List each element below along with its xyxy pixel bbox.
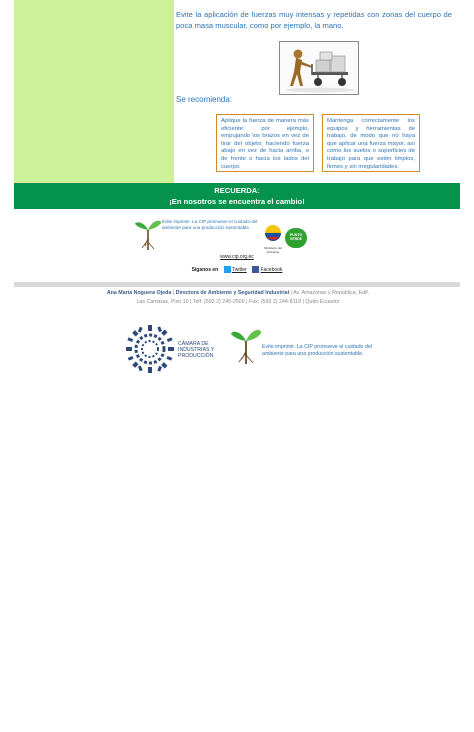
cip-logo-icon — [124, 323, 176, 375]
tip-box-maintenance: Mantenga correctamente los equipos y herramientas de trabajo, de modo que no haya que aplicar una fuerza mayor, así como los suelos o superficies de trabajo para que estén limpios, firmes y sin irregularidades. — [322, 114, 420, 172]
tip-box-force: Aplique la fuerza de manera más eficiente: por ejemplo, empujando los brazos en vez de tirar del objeto; haciendo fuerza abajo en vez de hacia arriba, o de frente o hacia los lados del cuerpo. — [216, 114, 314, 172]
social-row — [0, 266, 474, 273]
banner-title: RECUERDA: — [214, 186, 260, 195]
signature-address: Av. Amazonas y República, Edif. Las Cámaras, Piso 10 — [136, 290, 370, 305]
website-link[interactable] — [0, 254, 474, 260]
plant-logo-large-icon — [229, 325, 263, 365]
signature-name: Ana María Noguera Ojeda — [106, 290, 172, 296]
ministry-label: Ministerio del Ambiente — [264, 246, 282, 254]
org-name-line3: PRODUCCIÓN — [178, 353, 214, 359]
signature-separator — [14, 282, 460, 287]
follow-label: Síganos en — [191, 266, 219, 273]
signature-location: Quito-Ecuador — [305, 298, 340, 305]
org-name-line2: INDUSTRIAS Y — [178, 347, 215, 353]
worker-cart-illustration — [280, 42, 358, 94]
facebook-link[interactable]: Facebook — [260, 266, 283, 273]
facebook-icon[interactable] — [252, 266, 259, 273]
org-name-line1: CÁMARA DE — [178, 341, 209, 347]
website-link-text[interactable]: www.cip.org.ec — [220, 254, 254, 260]
plant-logo-icon — [133, 216, 163, 251]
recommendation-title: Se recomienda: — [176, 95, 233, 104]
green-side-panel — [14, 0, 174, 183]
banner-subtitle: ¡En nosotros se encuentra el cambio! — [169, 197, 305, 206]
signature-title: Directora de Ambiente y Seguridad Industrial — [175, 290, 290, 296]
twitter-icon[interactable] — [224, 266, 231, 273]
ministry-logo-icon — [263, 224, 283, 254]
print-note-large: Evite imprimir. La CIP promueve el cuidado del ambiente para una producción sustentable. — [262, 344, 373, 357]
twitter-link[interactable]: Twitter — [231, 266, 247, 273]
punto-verde-badge: PUNTO VERDE — [285, 228, 307, 248]
print-note-small: Evite imprimir. La CIP promueve el cuidado del ambiente para una producción sustentable. — [162, 219, 258, 230]
worker-pushing-cart-image — [279, 41, 359, 95]
email-signature: Ana María Noguera Ojeda | Directora de Ambiente y Seguridad Industrial | Av. Amazonas y República, Edif. Las Cámaras, Piso 10 | Telf: (593 2) 245-2500 | Fax: (593 2) 244-8118 | Quito-Ecuador — [106, 290, 370, 305]
signature-phone: Telf: (593 2) 245-2500 — [192, 298, 245, 305]
cip-org-name — [178, 341, 226, 359]
intro-text: Evite la aplicación de fuerzas muy intensas y repetidas con zonas del cuerpo de poca masa muscular, como por ejemplo, la mano. — [176, 10, 452, 30]
signature-fax: Fax: (593 2) 244-8118 — [249, 298, 302, 305]
reminder-banner — [14, 183, 460, 209]
